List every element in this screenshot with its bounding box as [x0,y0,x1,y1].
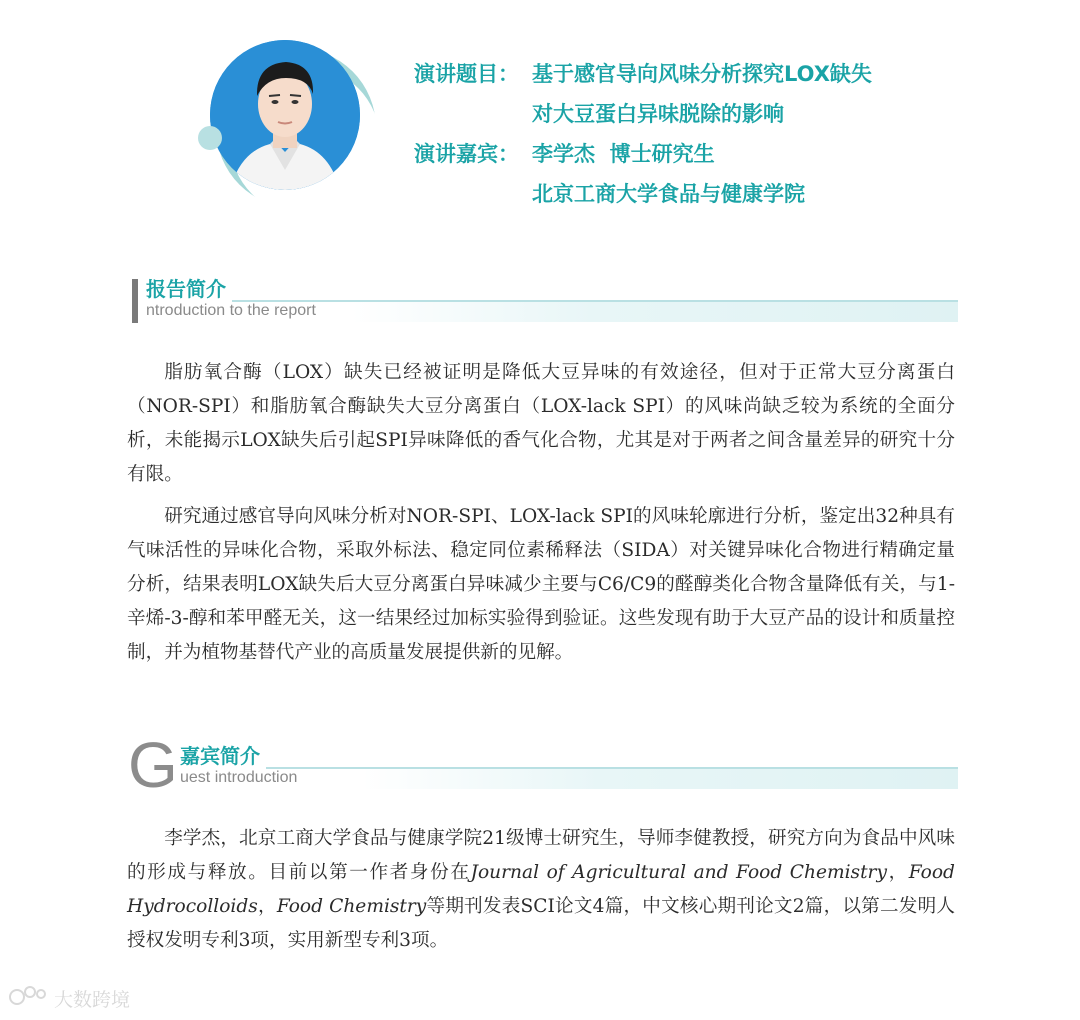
report-paragraph-2: 研究通过感官导向风味分析对NOR-SPI、LOX-lack SPI的风味轮廓进行分析，鉴定出32种具有气味活性的异味化合物，采取外标法、稳定同位素稀释法（SIDA）对关键异味化合物进行精确定量分析，结果表明LOX缺失后大豆分离蛋白异味减少主要与C6/C9的醛醇类化合物含量降低有关，与1-辛烯-3-醇和苯甲醛无关，这一结果经过加标实验得到验证。这些发现有助于大豆产品的设计和质量控制，并为植物基替代产业的高质量发展提供新的见解。 [127,506,955,663]
talk-speaker-affiliation: 北京工商大学食品与健康学院 [532,182,805,206]
speaker-avatar-group [196,40,386,215]
guest-text-2: 等期刊发表SCI论文4篇，中文核心期刊论文2篇，以第二发明人授权发明专利3项，实用新型专利3项。 [127,896,955,951]
journal-jafc: Journal of Agricultural and Food Chemistry [470,862,887,883]
guest-text-1: 李学杰，北京工商大学食品与健康学院21级博士研究生，导师李健教授，研究方向为食品中风味的形成与释放。目前以第一作者身份在 [127,828,955,883]
report-section-title: 报告简介 [146,277,226,301]
guest-sep-2: ， [257,896,277,917]
section-band-decoration [352,302,958,322]
talk-title-label: 演讲题目： [414,62,519,86]
guest-paragraph [127,822,955,958]
talk-title-row-2 [414,94,872,134]
avatar-dot-decoration [198,126,222,150]
report-paragraph-1: 脂肪氧合酶（LOX）缺失已经被证明是降低大豆异味的有效途径，但对于正常大豆分离蛋白（NOR-SPI）和脂肪氧合酶缺失大豆分离蛋白（LOX-lack SPI）的风味尚缺乏较为系统的全面分析，未能揭示LOX缺失后引起SPI异味降低的香气化合物，尤其是对于两者之间含量差异的研究十分有限。 [127,362,955,485]
journal-food-chemistry: Food Chemistry [276,896,427,917]
talk-speaker-label: 演讲嘉宾： [414,142,519,166]
talk-title-row [414,54,872,94]
guest-big-letter: G [128,729,178,801]
report-section-subtitle: ntroduction to the report [146,302,316,319]
talk-title-line2: 对大豆蛋白异味脱除的影响 [532,102,784,126]
talk-speaker-row-2 [414,174,872,214]
speaker-portrait-icon [210,40,360,190]
section-bar-decoration [132,279,138,323]
watermark-text: 大数跨境 [54,989,131,1011]
section-band-decoration [362,769,958,789]
guest-sep-1: ， [886,862,909,883]
report-section-header [132,276,958,324]
bubble-logo-icon [8,984,48,1013]
talk-speaker-row [414,134,872,174]
guest-section-title: 嘉宾简介 [180,744,260,768]
talk-info [414,54,872,214]
guest-section-header [128,729,958,801]
journal-food-hydrocolloids: Food Hydrocolloids [127,862,955,917]
speaker-photo [210,40,360,190]
talk-title-line1: 基于感官导向风味分析探究LOX缺失 [532,62,872,86]
watermark [8,984,130,1013]
talk-speaker-name: 李学杰 博士研究生 [532,142,715,166]
guest-section-subtitle: uest introduction [180,769,298,786]
